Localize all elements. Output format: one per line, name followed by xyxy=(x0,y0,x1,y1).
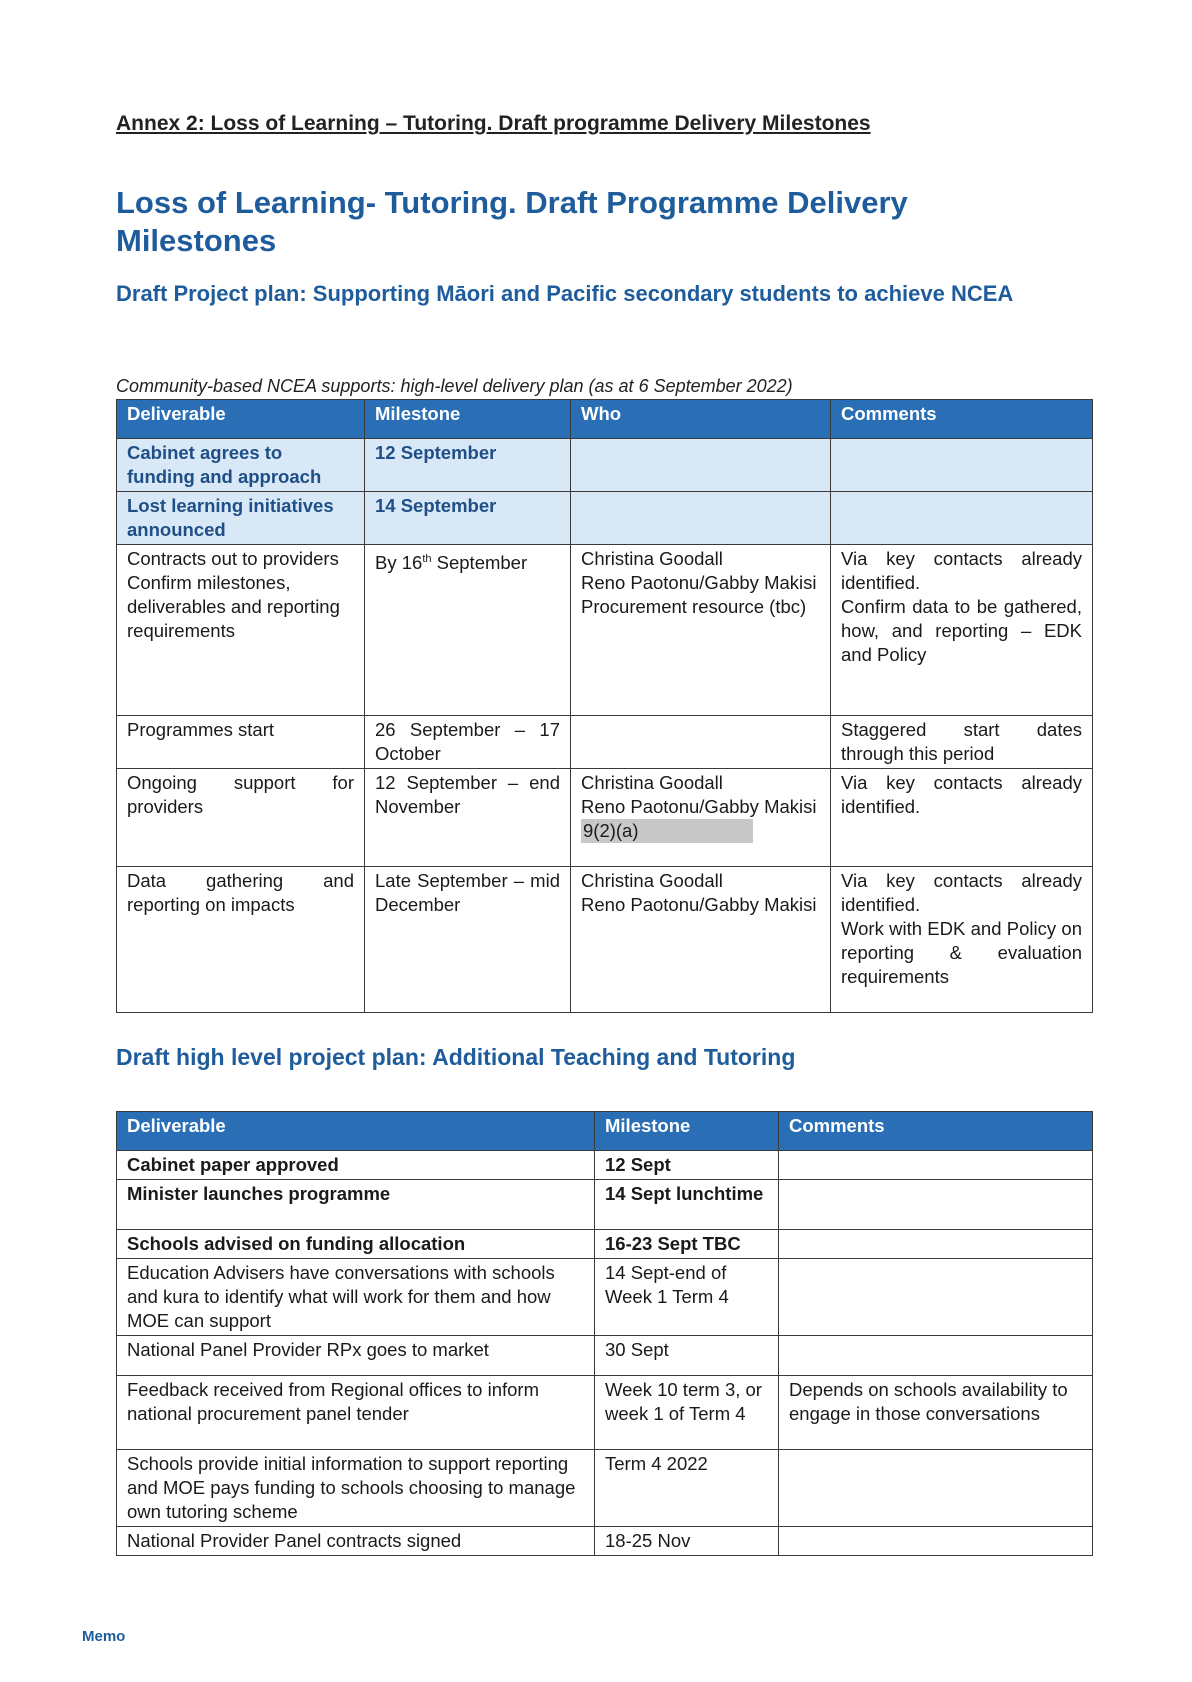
cell-deliverable: Cabinet agrees to funding and approach xyxy=(117,439,365,492)
cell-deliverable: Minister launches programme xyxy=(117,1180,595,1230)
cell-comments xyxy=(779,1180,1093,1230)
cell-milestone: 14 Sept lunchtime xyxy=(595,1180,779,1230)
header-who: Who xyxy=(571,400,831,439)
annex-heading: Annex 2: Loss of Learning – Tutoring. Draft programme Delivery Milestones xyxy=(116,112,871,135)
cell-milestone: 16-23 Sept TBC xyxy=(595,1230,779,1259)
section-heading: Draft high level project plan: Additional Teaching and Tutoring xyxy=(116,1044,796,1070)
cell-milestone: 14 September xyxy=(365,492,571,545)
cell-deliverable: Ongoing support for providers xyxy=(117,769,365,867)
page-subtitle: Draft Project plan: Supporting Māori and Pacific secondary students to achieve NCEA xyxy=(116,281,1014,306)
header-deliverable: Deliverable xyxy=(117,400,365,439)
cell-deliverable: Schools advised on funding allocation xyxy=(117,1230,595,1259)
cell-comments xyxy=(779,1527,1093,1556)
table-row xyxy=(117,439,1093,492)
ncea-delivery-table xyxy=(116,399,1093,1013)
header-comments: Comments xyxy=(779,1112,1093,1151)
table-header-row xyxy=(117,1112,1093,1151)
cell-milestone: 14 Sept-end of Week 1 Term 4 xyxy=(595,1259,779,1336)
cell-comments: Depends on schools availability to engage in those conversations xyxy=(779,1376,1093,1450)
cell-milestone: Late September – mid December xyxy=(365,867,571,1013)
cell-comments xyxy=(779,1151,1093,1180)
cell-milestone: 12 Sept xyxy=(595,1151,779,1180)
table1-caption: Community-based NCEA supports: high-level delivery plan (as at 6 September 2022) xyxy=(116,376,793,396)
cell-deliverable: Cabinet paper approved xyxy=(117,1151,595,1180)
cell-milestone: 18-25 Nov xyxy=(595,1527,779,1556)
header-deliverable: Deliverable xyxy=(117,1112,595,1151)
table-row xyxy=(117,1336,1093,1376)
tutoring-plan-table xyxy=(116,1111,1093,1556)
cell-deliverable: Data gathering and reporting on impacts xyxy=(117,867,365,1013)
cell-milestone: 12 September xyxy=(365,439,571,492)
cell-who: Christina Goodall Reno Paotonu/Gabby Makisi Procurement resource (tbc) xyxy=(571,545,831,716)
cell-deliverable: National Provider Panel contracts signed xyxy=(117,1527,595,1556)
table-row xyxy=(117,545,1093,716)
cell-deliverable: Contracts out to providers Confirm milestones, deliverables and reporting requirements xyxy=(117,545,365,716)
cell-milestone: Term 4 2022 xyxy=(595,1450,779,1527)
cell-comments: Via key contacts already identified. Work with EDK and Policy on reporting & evaluation requirements xyxy=(831,867,1093,1013)
table-header-row xyxy=(117,400,1093,439)
cell-who: Christina Goodall Reno Paotonu/Gabby Makisi xyxy=(571,867,831,1013)
cell-deliverable: Programmes start xyxy=(117,716,365,769)
cell-deliverable: Education Advisers have conversations with schools and kura to identify what will work for them and how MOE can support xyxy=(117,1259,595,1336)
cell-milestone: By 16th September xyxy=(365,545,571,716)
table-row xyxy=(117,1450,1093,1527)
header-comments: Comments xyxy=(831,400,1093,439)
table-row xyxy=(117,492,1093,545)
cell-comments xyxy=(831,439,1093,492)
header-milestone: Milestone xyxy=(365,400,571,439)
cell-comments: Staggered start dates through this period xyxy=(831,716,1093,769)
who-names: Christina Goodall Reno Paotonu/Gabby Makisi xyxy=(581,772,817,817)
table-row xyxy=(117,769,1093,867)
page-title: Loss of Learning- Tutoring. Draft Programme Delivery Milestones xyxy=(116,185,908,258)
header-milestone: Milestone xyxy=(595,1112,779,1151)
footer-label: Memo xyxy=(82,1628,126,1645)
table-row xyxy=(117,716,1093,769)
cell-deliverable: National Panel Provider RPx goes to market xyxy=(117,1336,595,1376)
table-row xyxy=(117,1151,1093,1180)
cell-deliverable: Lost learning initiatives announced xyxy=(117,492,365,545)
cell-comments: Via key contacts already identified. xyxy=(831,769,1093,867)
table-row xyxy=(117,1230,1093,1259)
table-row xyxy=(117,867,1093,1013)
cell-who xyxy=(571,769,831,867)
cell-who xyxy=(571,492,831,545)
table-row xyxy=(117,1259,1093,1336)
redaction-mark: 9(2)(a) xyxy=(581,819,753,843)
cell-milestone: 12 September – end November xyxy=(365,769,571,867)
cell-comments: Via key contacts already identified. Confirm data to be gathered, how, and reporting – EDK and Policy xyxy=(831,545,1093,716)
table-row xyxy=(117,1180,1093,1230)
cell-milestone: Week 10 term 3, or week 1 of Term 4 xyxy=(595,1376,779,1450)
cell-comments xyxy=(779,1450,1093,1527)
cell-deliverable: Feedback received from Regional offices to inform national procurement panel tender xyxy=(117,1376,595,1450)
cell-who xyxy=(571,439,831,492)
cell-deliverable: Schools provide initial information to support reporting and MOE pays funding to schools choosing to manage own tutoring scheme xyxy=(117,1450,595,1527)
table-row xyxy=(117,1376,1093,1450)
cell-comments xyxy=(779,1259,1093,1336)
cell-comments xyxy=(779,1336,1093,1376)
cell-who xyxy=(571,716,831,769)
cell-milestone: 30 Sept xyxy=(595,1336,779,1376)
table-row xyxy=(117,1527,1093,1556)
cell-comments xyxy=(779,1230,1093,1259)
cell-milestone: 26 September – 17 October xyxy=(365,716,571,769)
cell-comments xyxy=(831,492,1093,545)
